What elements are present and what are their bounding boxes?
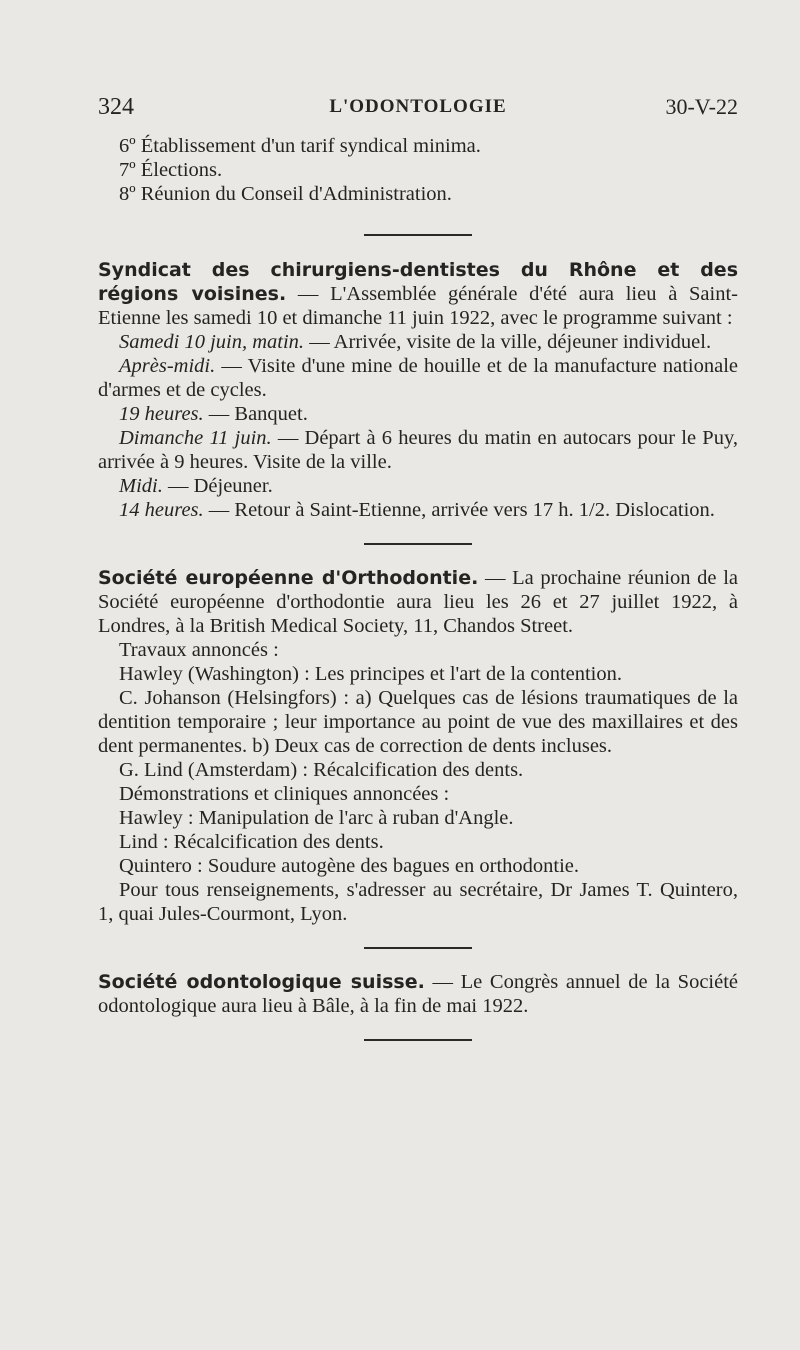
program-label: Midi. <box>119 475 163 497</box>
program-item <box>98 498 738 522</box>
section-intro: — L'Assemblée générale d'été aura lieu à Saint-Etienne les samedi 10 et dimanche 11 juin 1922, avec le programme suivant : <box>98 283 738 329</box>
section-divider <box>364 947 472 949</box>
journal-title: L'ODONTOLOGIE <box>329 96 507 117</box>
paragraph: Quintero : Soudure autogène des bagues en orthodontie. <box>119 855 579 877</box>
paragraph: G. Lind (Amsterdam) : Récalcification des dents. <box>119 759 524 781</box>
program-label: 14 heures. <box>119 499 204 521</box>
section-intro: — Le Congrès annuel de la Société odontologique aura lieu à Bâle, à la fin de mai 1922. <box>98 971 739 1017</box>
section-intro: — La prochaine réunion de la Société européenne d'orthodontie aura lieu les 26 et 27 juillet 1922, à Londres, à la British Medical Society, 11, Chandos Street. <box>98 567 738 637</box>
section-divider <box>364 234 472 236</box>
paragraph: Hawley (Washington) : Les principes et l'art de la contention. <box>119 663 623 685</box>
section-heading: Société européenne d'Orthodontie. <box>98 567 479 589</box>
paragraph: Lind : Récalcification des dents. <box>119 831 384 853</box>
page-body <box>98 134 738 1062</box>
program-label: 19 heures. <box>119 403 204 425</box>
section-orthodontie <box>98 566 738 638</box>
section-syndicat-rhone <box>98 258 738 330</box>
paragraph: C. Johanson (Helsingfors) : a) Quelques cas de lésions traumatiques de la dentition temporaire ; leur importance au point de vue des maxillaires et des dent permanentes. b) Deux cas de correction de dents incluses. <box>98 687 738 757</box>
program-label: Dimanche 11 juin. <box>119 427 272 449</box>
program-item <box>98 474 738 498</box>
section-divider <box>364 543 472 545</box>
paragraph: Pour tous renseignements, s'adresser au secrétaire, Dr James T. Quintero, 1, quai Jules-Courmont, Lyon. <box>98 879 738 925</box>
program-text: — Déjeuner. <box>162 475 273 497</box>
list-item: 6º Établissement d'un tarif syndical minima. <box>119 135 481 157</box>
section-heading: Société odontologique suisse. <box>98 971 425 993</box>
program-label: Après-midi. <box>119 355 216 377</box>
program-text: — Retour à Saint-Etienne, arrivée vers 17 h. 1/2. Dislocation. <box>203 499 715 521</box>
program-item <box>98 330 738 354</box>
list-item: 8º Réunion du Conseil d'Administration. <box>119 183 452 205</box>
section-heading: Syndicat des chirurgiens-dentistes du Rhône et des régions voisines. <box>98 259 738 305</box>
issue-date: 30-V-22 <box>665 94 738 119</box>
program-text: — Départ à 6 heures du matin en autocars pour le Puy, arrivée à 9 heures. Visite de la ville. <box>98 427 738 473</box>
section-divider <box>364 1039 472 1041</box>
page-number: 324 <box>98 94 134 120</box>
program-label: Samedi 10 juin, matin. <box>119 331 305 353</box>
section-suisse <box>98 970 738 1018</box>
page-header <box>98 94 738 124</box>
program-item <box>98 426 738 474</box>
program-item <box>98 354 738 402</box>
program-text: — Banquet. <box>203 403 308 425</box>
program-text: — Visite d'une mine de houille et de la manufacture nationale d'armes et de cycles. <box>98 355 738 401</box>
paragraph: Hawley : Manipulation de l'arc à ruban d'Angle. <box>119 807 514 829</box>
paragraph: Travaux annoncés : <box>119 639 279 661</box>
paragraph: Démonstrations et cliniques annoncées : <box>119 783 450 805</box>
program-text: — Arrivée, visite de la ville, déjeuner individuel. <box>304 331 712 353</box>
program-item <box>98 402 738 426</box>
list-item: 7º Élections. <box>119 159 223 181</box>
